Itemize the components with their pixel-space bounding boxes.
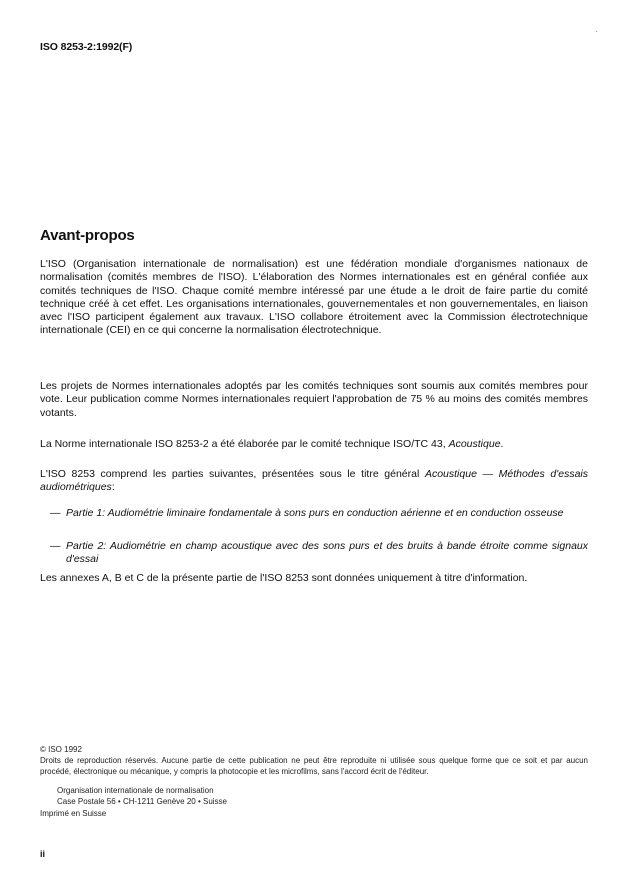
- list-item-part-1: [50, 507, 588, 520]
- part-1-title: Partie 1: Audiométrie liminaire fondamentale à sons purs en conduction aérienne et en conduction osseuse: [66, 507, 564, 519]
- foreword-paragraph-iso: L'ISO (Organisation internationale de normalisation) est une fédération mondiale d'organismes nationaux de normalisation (comités membres de l'ISO). L'élaboration des Normes internationales est en général confiée aux comités techniques de l'ISO. Chaque comité membre intéressé par une étude a le droit de faire partie du comité technique créé à cet effet. Les organisations internationales, gouvernementales et non gouvernementales, en liaison avec l'ISO participent également aux travaux. L'ISO collabore étroitement avec la Commission électrotechnique internationale (CEI) en ce qui concerne la normalisation électrotechnique.: [40, 258, 588, 337]
- parts-general-title: Acoustique — Méthodes d'essais audiométriques: [40, 468, 589, 494]
- reproduction-rights: Droits de reproduction réservés. Aucune partie de cette publication ne peut être reproduite ni utilisée sous quelque forme que ce soit et par aucun procédé, électronique ou mécanique, y compris la photocopie et les microfilms, sans l'accord écrit de l'éditeur.: [40, 756, 588, 776]
- copyright-notice: © ISO 1992: [40, 745, 82, 754]
- scan-speck: [596, 31, 597, 32]
- foreword-paragraph-parts-intro: [40, 468, 588, 495]
- part-2-title: Partie 2: Audiométrie en champ acoustique avec des sons purs et des bruits à bande étroite comme signaux d'essai: [66, 540, 588, 566]
- committee-end: .: [500, 438, 504, 450]
- publisher-address: Case Postale 56 • CH-1211 Genève 20 • Suisse: [57, 797, 227, 806]
- committee-text: La Norme internationale ISO 8253-2 a été élaborée par le comité technique ISO/TC 43,: [40, 438, 449, 450]
- standard-identifier: ISO 8253-2:1992(F): [40, 41, 133, 53]
- page-number: ii: [40, 849, 46, 859]
- parts-intro-end: :: [111, 481, 115, 494]
- foreword-paragraph-annexes: Les annexes A, B et C de la présente partie de l'ISO 8253 sont données uniquement à titre d'information.: [40, 572, 528, 584]
- foreword-paragraph-committee: [40, 438, 588, 451]
- foreword-heading: Avant-propos: [40, 227, 135, 244]
- publisher-organisation: Organisation internationale de normalisation: [57, 786, 214, 795]
- parts-intro-text: L'ISO 8253 comprend les parties suivantes, présentées sous le titre général: [40, 468, 425, 480]
- foreword-paragraph-voting: Les projets de Normes internationales adoptés par les comités techniques sont soumis aux comités membres pour vote. Leur publication comme Normes internationales requiert l'approbation de 75 % au moins des comités membres votants.: [40, 380, 588, 419]
- committee-subject: Acoustique: [448, 438, 501, 450]
- list-dash: —: [50, 507, 61, 519]
- list-dash: —: [50, 540, 61, 552]
- printed-in: Imprimé en Suisse: [40, 809, 107, 818]
- list-item-part-2: [50, 540, 588, 567]
